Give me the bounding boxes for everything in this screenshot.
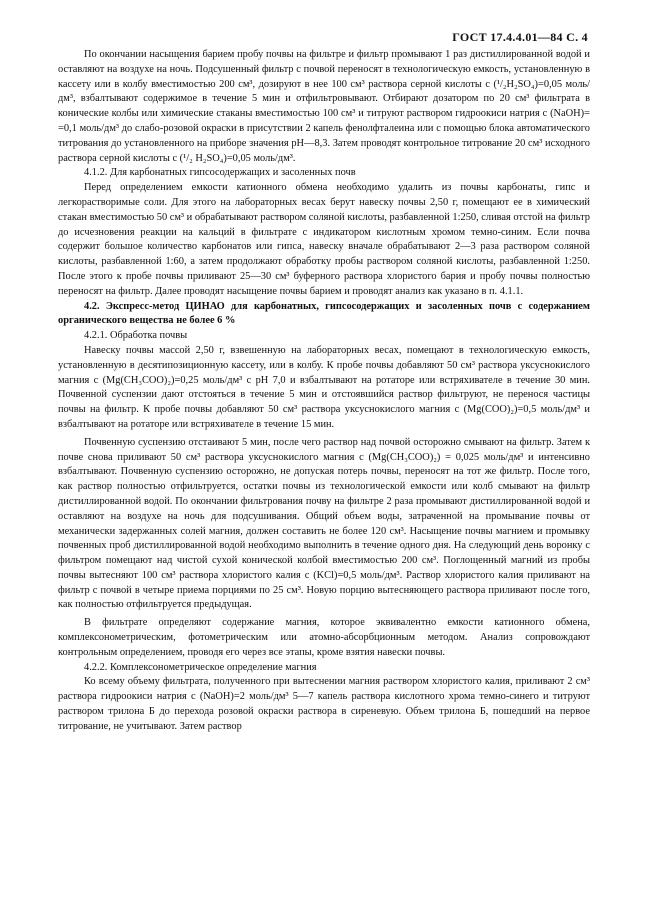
section-heading-4-2: 4.2. Экспресс-метод ЦИНАО для карбонатных, гипсосодержащих и засоленных почв с содержанием органического вещества не более 6 % bbox=[58, 300, 590, 327]
paragraph-barium-saturation: По окончании насыщения барием пробу почвы на фильтре и фильтр промывают 1 раз дистиллированной водой и оставляют на воздухе на ночь. Подсушенный фильтр с почвой переносят в технологическую емкость, установленную в кассету или в колбу вместимостью 200 см³, дозируют в нее 100 см³ раствора серной кислоты c (¹/₂H₂SO₄)=0,05 моль/дм³, взбалтывают содержимое в течение 5 мин и отфильтровывают. Отбирают дозатором по 20 см³ фильтрата в конические колбы или химические стаканы вместимостью 100 см³ и титруют раствором гидроокиси натрия c (NaOH)= =0,1 моль/дм³ до слабо-розовой окраски в присутствии 2 капель фенолфталеина или с помощью блока автоматического титрования до установленного на приборе значения рН—8,3. Затем проводят контрольное титрование 20 см³ исходного раствора серной кислоты c (¹/₂ H₂SO₄)=0,05 моль/дм³. bbox=[58, 49, 590, 164]
paragraph-complexometric-titration: Ко всему объему фильтрата, полученного при вытеснении магния раствором хлористого калия, приливают 2 см³ раствора гидроокиси натрия c (NaOH)=2 моль/дм³ 5—7 капель раствора кислотного хрома темно-синего и титруют раствором трилона Б до перехода розовой окраски раствора в сиреневую. Объем трилона Б, пошедший на первое титрование, не учитывают. Затем раствор bbox=[58, 676, 590, 732]
subheading-4-2-2: 4.2.2. Комплексонометрическое определение магния bbox=[84, 661, 317, 673]
paragraph-magnesium-determination: В фильтрате определяют содержание магния, которое эквивалентно емкости катионного обмена, комплексонометрическим, фотометрическим или атомно-абсорбционным методом. Анализ сопровождают контрольным определением, проводя его через все этапы, кроме взятия навески почвы. bbox=[58, 617, 590, 658]
subheading-4-2-1: 4.2.1. Обработка почвы bbox=[84, 330, 188, 342]
page-header: ГОСТ 17.4.4.01—84 С. 4 bbox=[452, 30, 588, 44]
subheading-4-1-2: 4.1.2. Для карбонатных гипсосодержащих и засоленных почв bbox=[84, 167, 356, 179]
paragraph-soil-treatment: Навеску почвы массой 2,50 г, взвешенную на лабораторных весах, помещают в технологическую емкость, установленную в десятипозиционную кассету, или в колбу. К пробе почвы добавляют 50 см³ раствора уксуснокислого магния c (Mg(CH₃COO)₂)=0,25 моль/дм³ с рН 7,0 и взбалтывают на ротаторе или встряхивателе в течение 30 мин. Почвенной суспензии дают отстояться в течение 5 мин и отстоявшийся раствор фильтруют, не перенося частицы почвы на фильтр. К пробе почвы добавляют 50 см³ раствора уксуснокислого магния c (Mg(COO)₂)=0,5 моль/дм³ и взбалтывают на ротаторе или встряхивателе в течение 15 мин. bbox=[58, 344, 590, 430]
paragraph-carbonate-removal: Перед определением емкости катионного обмена необходимо удалить из почвы карбонаты, гипс и легкорастворимые соли. Для этого на лабораторных весах берут навеску почвы 2,50 г, помещают ее в химический стакан вместимостью 50 см³ и обрабатывают раствором соляной кислоты, разбавленной 1:250, сливая отстой на фильтр до исчезновения реакции на кальций в фильтрате с индикатором кислотным хромом темно-синим. Если почва содержит большое количество карбонатов или гипса, навеску вначале обрабатывают 2—3 раза раствором соляной кислоты, разбавленной 1:60, а затем продолжают обработку пробы раствором соляной кислоты, разбавленной 1:250. После этого к пробе почвы приливают 25—30 см³ буферного раствора хлористого бария и пробу почвы полностью переносят на фильтр. Далее проводят насыщение почвы барием и проводят анализ как указано в п. 4.1.1. bbox=[58, 182, 590, 297]
paragraph-suspension-filtering: Почвенную суспензию отстаивают 5 мин, после чего раствор над почвой осторожно смывают на фильтр. Затем к почве снова приливают 50 см³ раствора уксуснокислого магния c (Mg(CH₃COO)₂) = 0,025 моль/дм³ и интенсивно взбалтывают. Почвенную суспензию осторожно, не допуская потерь почвы, переносят на тот же фильтр. После того, как раствор полностью отфильтруется, остатки почвы из технологической емкости или колб смывают на фильтр дистиллированной водой. По окончании фильтрования почву на фильтре 2 раза промывают дистиллированной водой и оставляют на воздухе на ночь для подсушивания. Общий объем воды, затраченной на промывание почвы от механически задержанных солей магния, должен составить не более 120 см³. Насыщение почвы магнием и промывку почвенных проб дистиллированной водой необходимо выполнить в течение одного дня. На следующий день воронку с фильтром помещают над чистой сухой конической колбой вместимостью 200 см³. Поглощенный магний из пробы почвы вытесняют 100 см³ раствора хлористого калия c (KCl)=0,5 моль/дм³. Раствор хлористого калия приливают на фильтр с почвой в четыре приема порциями по 25 см³. Новую порцию вытесняющего раствора приливают после того, как полностью отфильтруется предыдущая. bbox=[58, 436, 590, 611]
